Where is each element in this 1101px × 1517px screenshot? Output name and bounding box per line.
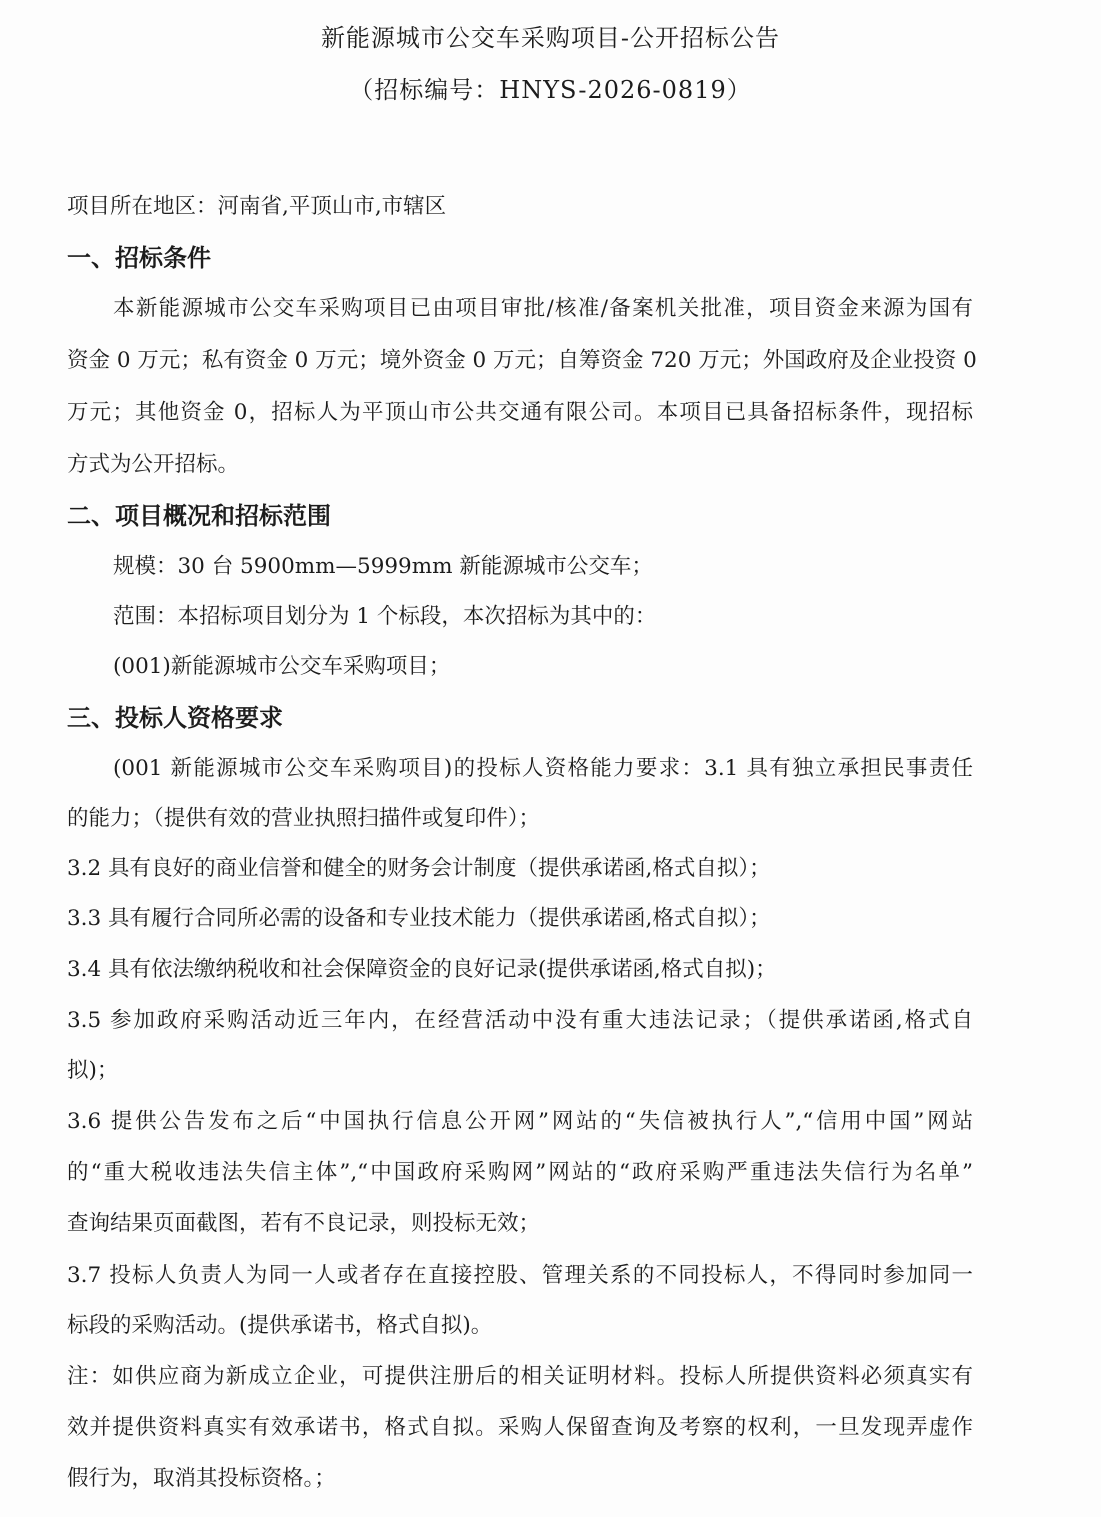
paragraph-line: 规模：30 台 5900mm—5999mm 新能源城市公交车；	[113, 554, 653, 579]
paragraph-line: 3.7 投标人负责人为同一人或者存在直接控股、管理关系的不同投标人，不得同时参加同一	[67, 1263, 973, 1288]
paragraph-line: 拟)；	[67, 1058, 119, 1083]
paragraph-line: 资金 0 万元；私有资金 0 万元；境外资金 0 万元；自筹资金 720 万元；外国政府及企业投资 0	[67, 348, 977, 373]
paragraph-line: 方式为公开招标。	[67, 452, 240, 477]
paragraph-line: 3.5 参加政府采购活动近三年内，在经营活动中没有重大违法记录；（提供承诺函,格式自	[67, 1008, 973, 1033]
paragraph-line: 本新能源城市公交车采购项目已由项目审批/核准/备案机关批准，项目资金来源为国有	[113, 296, 973, 321]
paragraph-line: (001 新能源城市公交车采购项目)的投标人资格能力要求：3.1 具有独立承担民事责任	[113, 756, 973, 781]
bid-number: （招标编号：HNYS-2026-0819）	[349, 76, 752, 104]
paragraph-line: 查询结果页面截图，若有不良记录，则投标无效；	[67, 1211, 541, 1236]
section-heading-2: 二、项目概况和招标范围	[67, 502, 331, 530]
paragraph-line: (001)新能源城市公交车采购项目；	[113, 654, 451, 679]
project-location: 项目所在地区：河南省,平顶山市,市辖区	[67, 194, 447, 219]
note-line: 假行为，取消其投标资格。；	[67, 1466, 336, 1491]
paragraph-line: 的能力；（提供有效的营业执照扫描件或复印件）；	[67, 806, 541, 831]
paragraph-line: 3.6 提供公告发布之后“中国执行信息公开网”网站的“失信被执行人”,“信用中国”网站	[67, 1109, 973, 1134]
section-heading-1: 一、招标条件	[67, 244, 211, 272]
paragraph-line: 标段的采购活动。(提供承诺书，格式自拟)。	[67, 1313, 493, 1338]
document-title: 新能源城市公交车采购项目-公开招标公告	[320, 24, 781, 52]
paragraph-line: 范围：本招标项目划分为 1 个标段，本次招标为其中的：	[113, 604, 657, 629]
paragraph-line: 的“重大税收违法失信主体”,“中国政府采购网”网站的“政府采购严重违法失信行为名单”	[67, 1160, 973, 1185]
note-line: 注：如供应商为新成立企业，可提供注册后的相关证明材料。投标人所提供资料必须真实有	[67, 1364, 973, 1389]
note-line: 效并提供资料真实有效承诺书，格式自拟。采购人保留查询及考察的权利，一旦发现弄虚作	[67, 1415, 973, 1440]
paragraph-line: 3.3 具有履行合同所必需的设备和专业技术能力（提供承诺函,格式自拟）；	[67, 906, 771, 931]
paragraph-line: 万元；其他资金 0，招标人为平顶山市公共交通有限公司。本项目已具备招标条件，现招标	[67, 400, 973, 425]
section-heading-3: 三、投标人资格要求	[67, 704, 283, 732]
paragraph-line: 3.2 具有良好的商业信誉和健全的财务会计制度（提供承诺函,格式自拟）；	[67, 856, 771, 881]
paragraph-line: 3.4 具有依法缴纳税收和社会保障资金的良好记录(提供承诺函,格式自拟)；	[67, 957, 777, 982]
